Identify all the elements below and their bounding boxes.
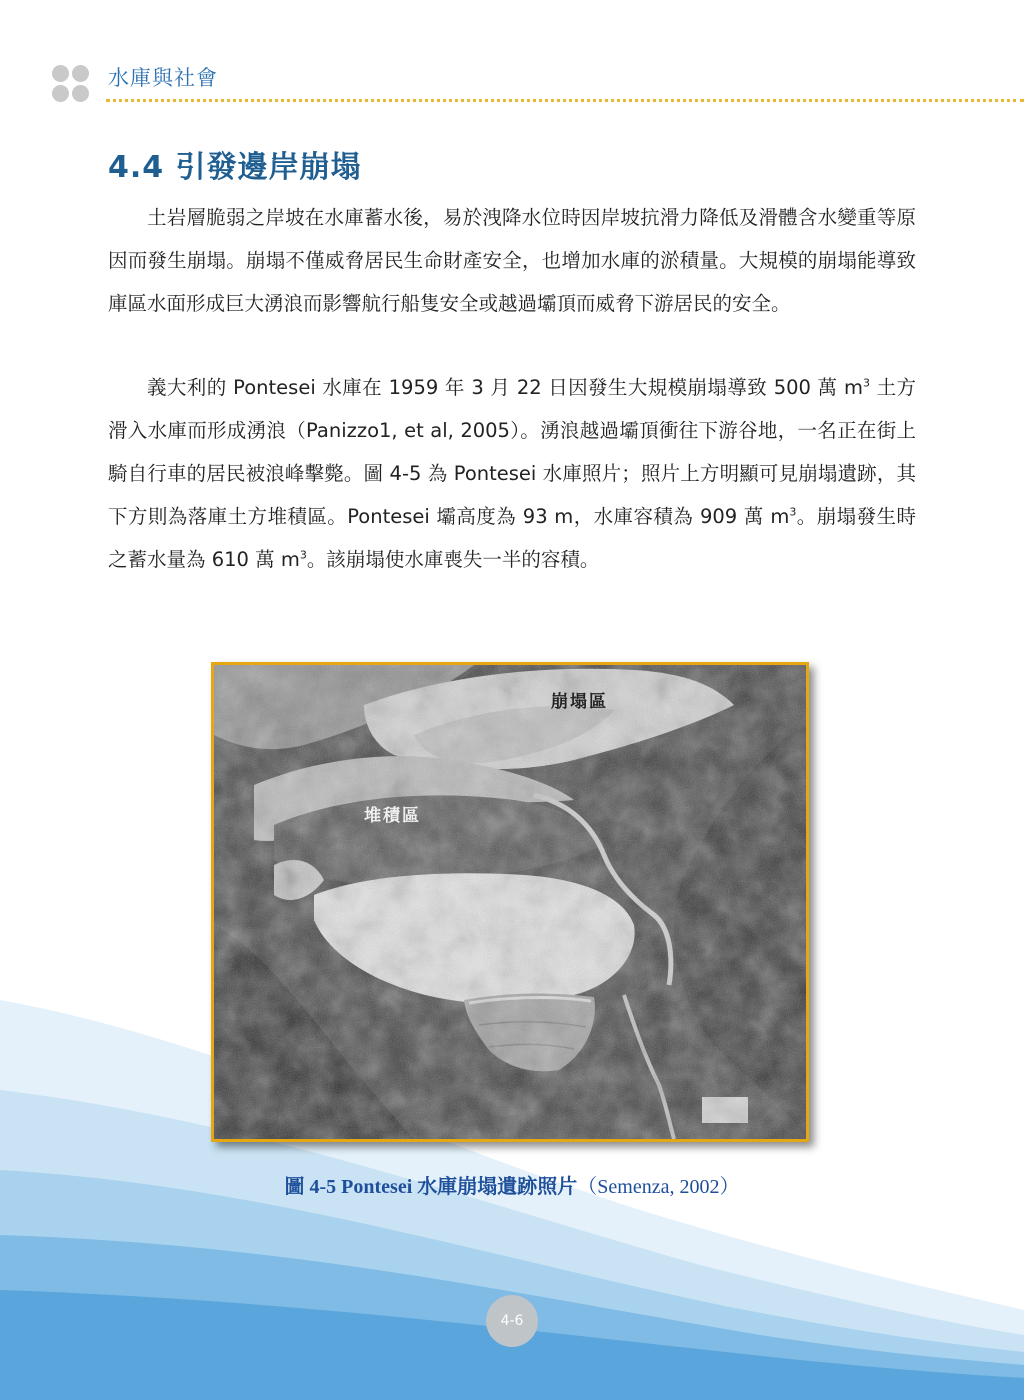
header-title: 水庫與社會	[108, 66, 218, 90]
section-heading: 4.4 引發邊岸崩塌	[108, 150, 362, 185]
figure-caption	[0, 1170, 1024, 1199]
paragraph-2	[108, 366, 916, 581]
paragraph-1: 土岩層脆弱之岸坡在水庫蓄水後，易於洩降水位時因岸坡抗滑力降低及滑體含水變重等原因而發生崩塌。崩塌不僅威脅居民生命財產安全，也增加水庫的淤積量。大規模的崩塌能導致庫區水面形成巨大湧浪而影響航行船隻安全或越過壩頂而威脅下游居民的安全。	[108, 206, 916, 315]
dam-photo	[211, 662, 809, 1142]
paragraph-2-text-2: 土方滑入水庫而形成湧浪（Panizzo1, et al, 2005）。湧浪越過壩頂衝往下游谷地，一名正在街上騎自行車的居民被浪峰擊斃。圖 4-5 為 Pontesei 水庫照片；照片上方明顯可見崩塌遺跡，其下方則為落庫土方堆積區。Pontesei 壩高度為 93 m，水庫容積為 909 萬 m	[108, 376, 916, 528]
paragraph-2-text-1: 義大利的 Pontesei 水庫在 1959 年 3 月 22 日因發生大規模崩塌導致 500 萬 m	[147, 376, 863, 399]
caption-source: （Semenza, 2002）	[577, 1176, 740, 1198]
dam-landslide-photo-illustration	[214, 665, 806, 1139]
page-number: 4-6	[486, 1295, 538, 1347]
superscript-3: 3	[299, 548, 307, 562]
paragraph-2-text-4: 。該崩塌使水庫喪失一半的容積。	[306, 548, 600, 571]
deposit-zone-label: 堆積區	[364, 806, 421, 826]
collapse-zone-label: 崩塌區	[551, 692, 608, 712]
paragraph-2-text-3: 。崩塌發生時之蓄水量為 610 萬 m	[108, 505, 916, 571]
header-logo-dots	[52, 65, 92, 103]
caption-title: 圖 4-5 Pontesei 水庫崩塌遺跡照片	[284, 1176, 578, 1198]
header-divider	[106, 99, 1024, 102]
superscript-3: 3	[789, 505, 797, 519]
superscript-3: 3	[863, 376, 870, 390]
